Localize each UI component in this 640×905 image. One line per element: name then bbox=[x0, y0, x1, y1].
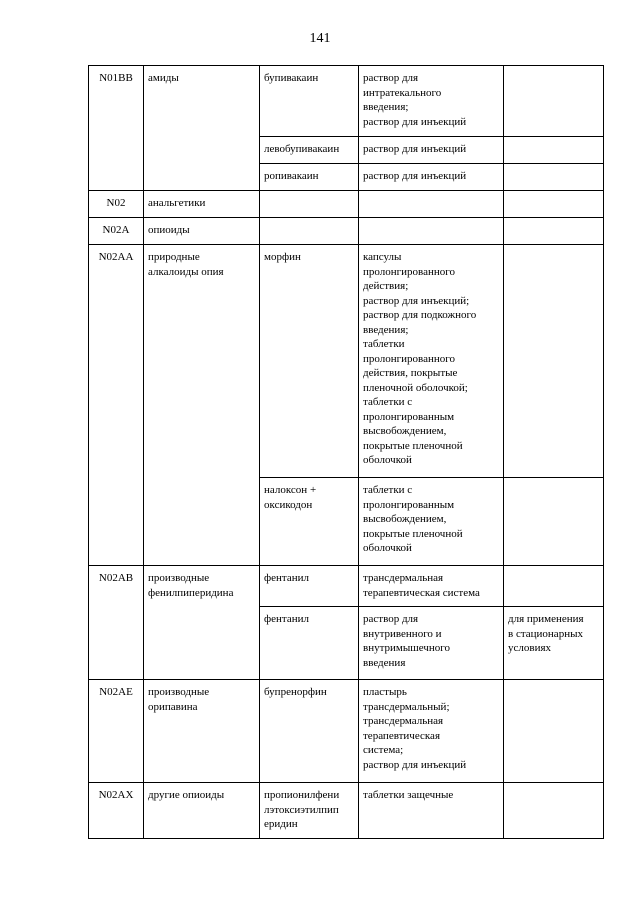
form-cell bbox=[359, 680, 504, 783]
group-name: производные фенилпиперидина bbox=[148, 572, 234, 599]
dosage-form: раствор для внутривенного и внутримышечного введения bbox=[363, 613, 450, 669]
note: для применения в стационарных условиях bbox=[508, 613, 584, 654]
drug-name: пропионилфени лэтоксиэтилпип еридин bbox=[264, 789, 340, 830]
dosage-form: раствор для инъекций bbox=[363, 170, 467, 182]
dosage-form: капсулы пролонгированного действия; раствор для инъекций; раствор для подкожного введения; таблетки пролонгированного действия, покрытые пленочной оболочкой; таблетки с пролонгированным высвобождением, покрытые пленочной оболочкой bbox=[363, 251, 477, 466]
note-cell bbox=[504, 164, 604, 191]
dosage-form: раствор для интратекального введения; раствор для инъекций bbox=[363, 72, 467, 128]
atc-code: N02A bbox=[102, 224, 130, 236]
drug-name: фентанил bbox=[264, 572, 309, 584]
dosage-form: таблетки защечные bbox=[363, 789, 454, 801]
form-cell bbox=[359, 191, 504, 218]
drug-name: морфин bbox=[264, 251, 301, 263]
group-name: анальгетики bbox=[148, 197, 206, 209]
form-cell bbox=[359, 478, 504, 566]
drug-cell bbox=[260, 218, 359, 245]
drug-table bbox=[88, 65, 604, 839]
drug-cell bbox=[260, 191, 359, 218]
atc-code-cell bbox=[89, 218, 144, 245]
drug-name: ропивакаин bbox=[264, 170, 319, 182]
table-row bbox=[89, 218, 604, 245]
form-cell bbox=[359, 783, 504, 839]
group-cell bbox=[144, 783, 260, 839]
atc-code: N02 bbox=[106, 197, 126, 209]
note-cell bbox=[504, 478, 604, 566]
group-cell bbox=[144, 66, 260, 191]
note-cell bbox=[504, 783, 604, 839]
drug-cell bbox=[260, 66, 359, 137]
atc-code-cell bbox=[89, 783, 144, 839]
drug-cell bbox=[260, 607, 359, 680]
group-name: другие опиоиды bbox=[148, 789, 225, 801]
note-cell bbox=[504, 137, 604, 164]
atc-code: N01BB bbox=[99, 72, 133, 84]
table-row bbox=[89, 191, 604, 218]
note-cell bbox=[504, 607, 604, 680]
drug-cell bbox=[260, 783, 359, 839]
dosage-form: трансдермальная терапевтическая система bbox=[363, 572, 480, 599]
drug-name: левобупивакаин bbox=[264, 143, 340, 155]
group-cell bbox=[144, 191, 260, 218]
note-cell bbox=[504, 566, 604, 607]
drug-cell bbox=[260, 245, 359, 478]
group-cell bbox=[144, 218, 260, 245]
atc-code-cell bbox=[89, 566, 144, 680]
form-cell bbox=[359, 566, 504, 607]
drug-cell bbox=[260, 680, 359, 783]
drug-cell bbox=[260, 164, 359, 191]
page-number: 141 bbox=[309, 31, 331, 46]
table-row bbox=[89, 245, 604, 478]
form-cell bbox=[359, 164, 504, 191]
atc-code: N02AB bbox=[98, 572, 134, 584]
drug-cell bbox=[260, 478, 359, 566]
group-name: природные алкалоиды опия bbox=[148, 251, 224, 278]
atc-code: N02AE bbox=[99, 686, 133, 698]
form-cell bbox=[359, 607, 504, 680]
drug-name: налоксон + оксикодон bbox=[264, 484, 317, 511]
drug-cell bbox=[260, 137, 359, 164]
drug-name: бупренорфин bbox=[264, 686, 327, 698]
note-cell bbox=[504, 191, 604, 218]
note-cell bbox=[504, 218, 604, 245]
group-cell bbox=[144, 245, 260, 566]
group-name: опиоиды bbox=[148, 224, 190, 236]
dosage-form: пластырь трансдермальный; трансдермальная терапевтическая система; раствор для инъекций bbox=[363, 686, 467, 771]
drug-name: бупивакаин bbox=[264, 72, 319, 84]
note-cell bbox=[504, 245, 604, 478]
table-row bbox=[89, 566, 604, 607]
atc-code-cell bbox=[89, 680, 144, 783]
note-cell bbox=[504, 66, 604, 137]
atc-code: N02AX bbox=[98, 789, 134, 801]
group-cell bbox=[144, 566, 260, 680]
note-cell bbox=[504, 680, 604, 783]
atc-code-cell bbox=[89, 66, 144, 191]
form-cell bbox=[359, 218, 504, 245]
group-cell bbox=[144, 680, 260, 783]
form-cell bbox=[359, 245, 504, 478]
table-row bbox=[89, 680, 604, 783]
group-name: производные орипавина bbox=[148, 686, 210, 713]
table-row bbox=[89, 783, 604, 839]
atc-code: N02AA bbox=[98, 251, 134, 263]
drug-cell bbox=[260, 566, 359, 607]
dosage-form: раствор для инъекций bbox=[363, 143, 467, 155]
dosage-form: таблетки с пролонгированным высвобождением, покрытые пленочной оболочкой bbox=[363, 484, 463, 554]
group-name: амиды bbox=[148, 72, 179, 84]
table-row bbox=[89, 66, 604, 137]
atc-code-cell bbox=[89, 191, 144, 218]
form-cell bbox=[359, 66, 504, 137]
atc-code-cell bbox=[89, 245, 144, 566]
form-cell bbox=[359, 137, 504, 164]
drug-name: фентанил bbox=[264, 613, 309, 625]
